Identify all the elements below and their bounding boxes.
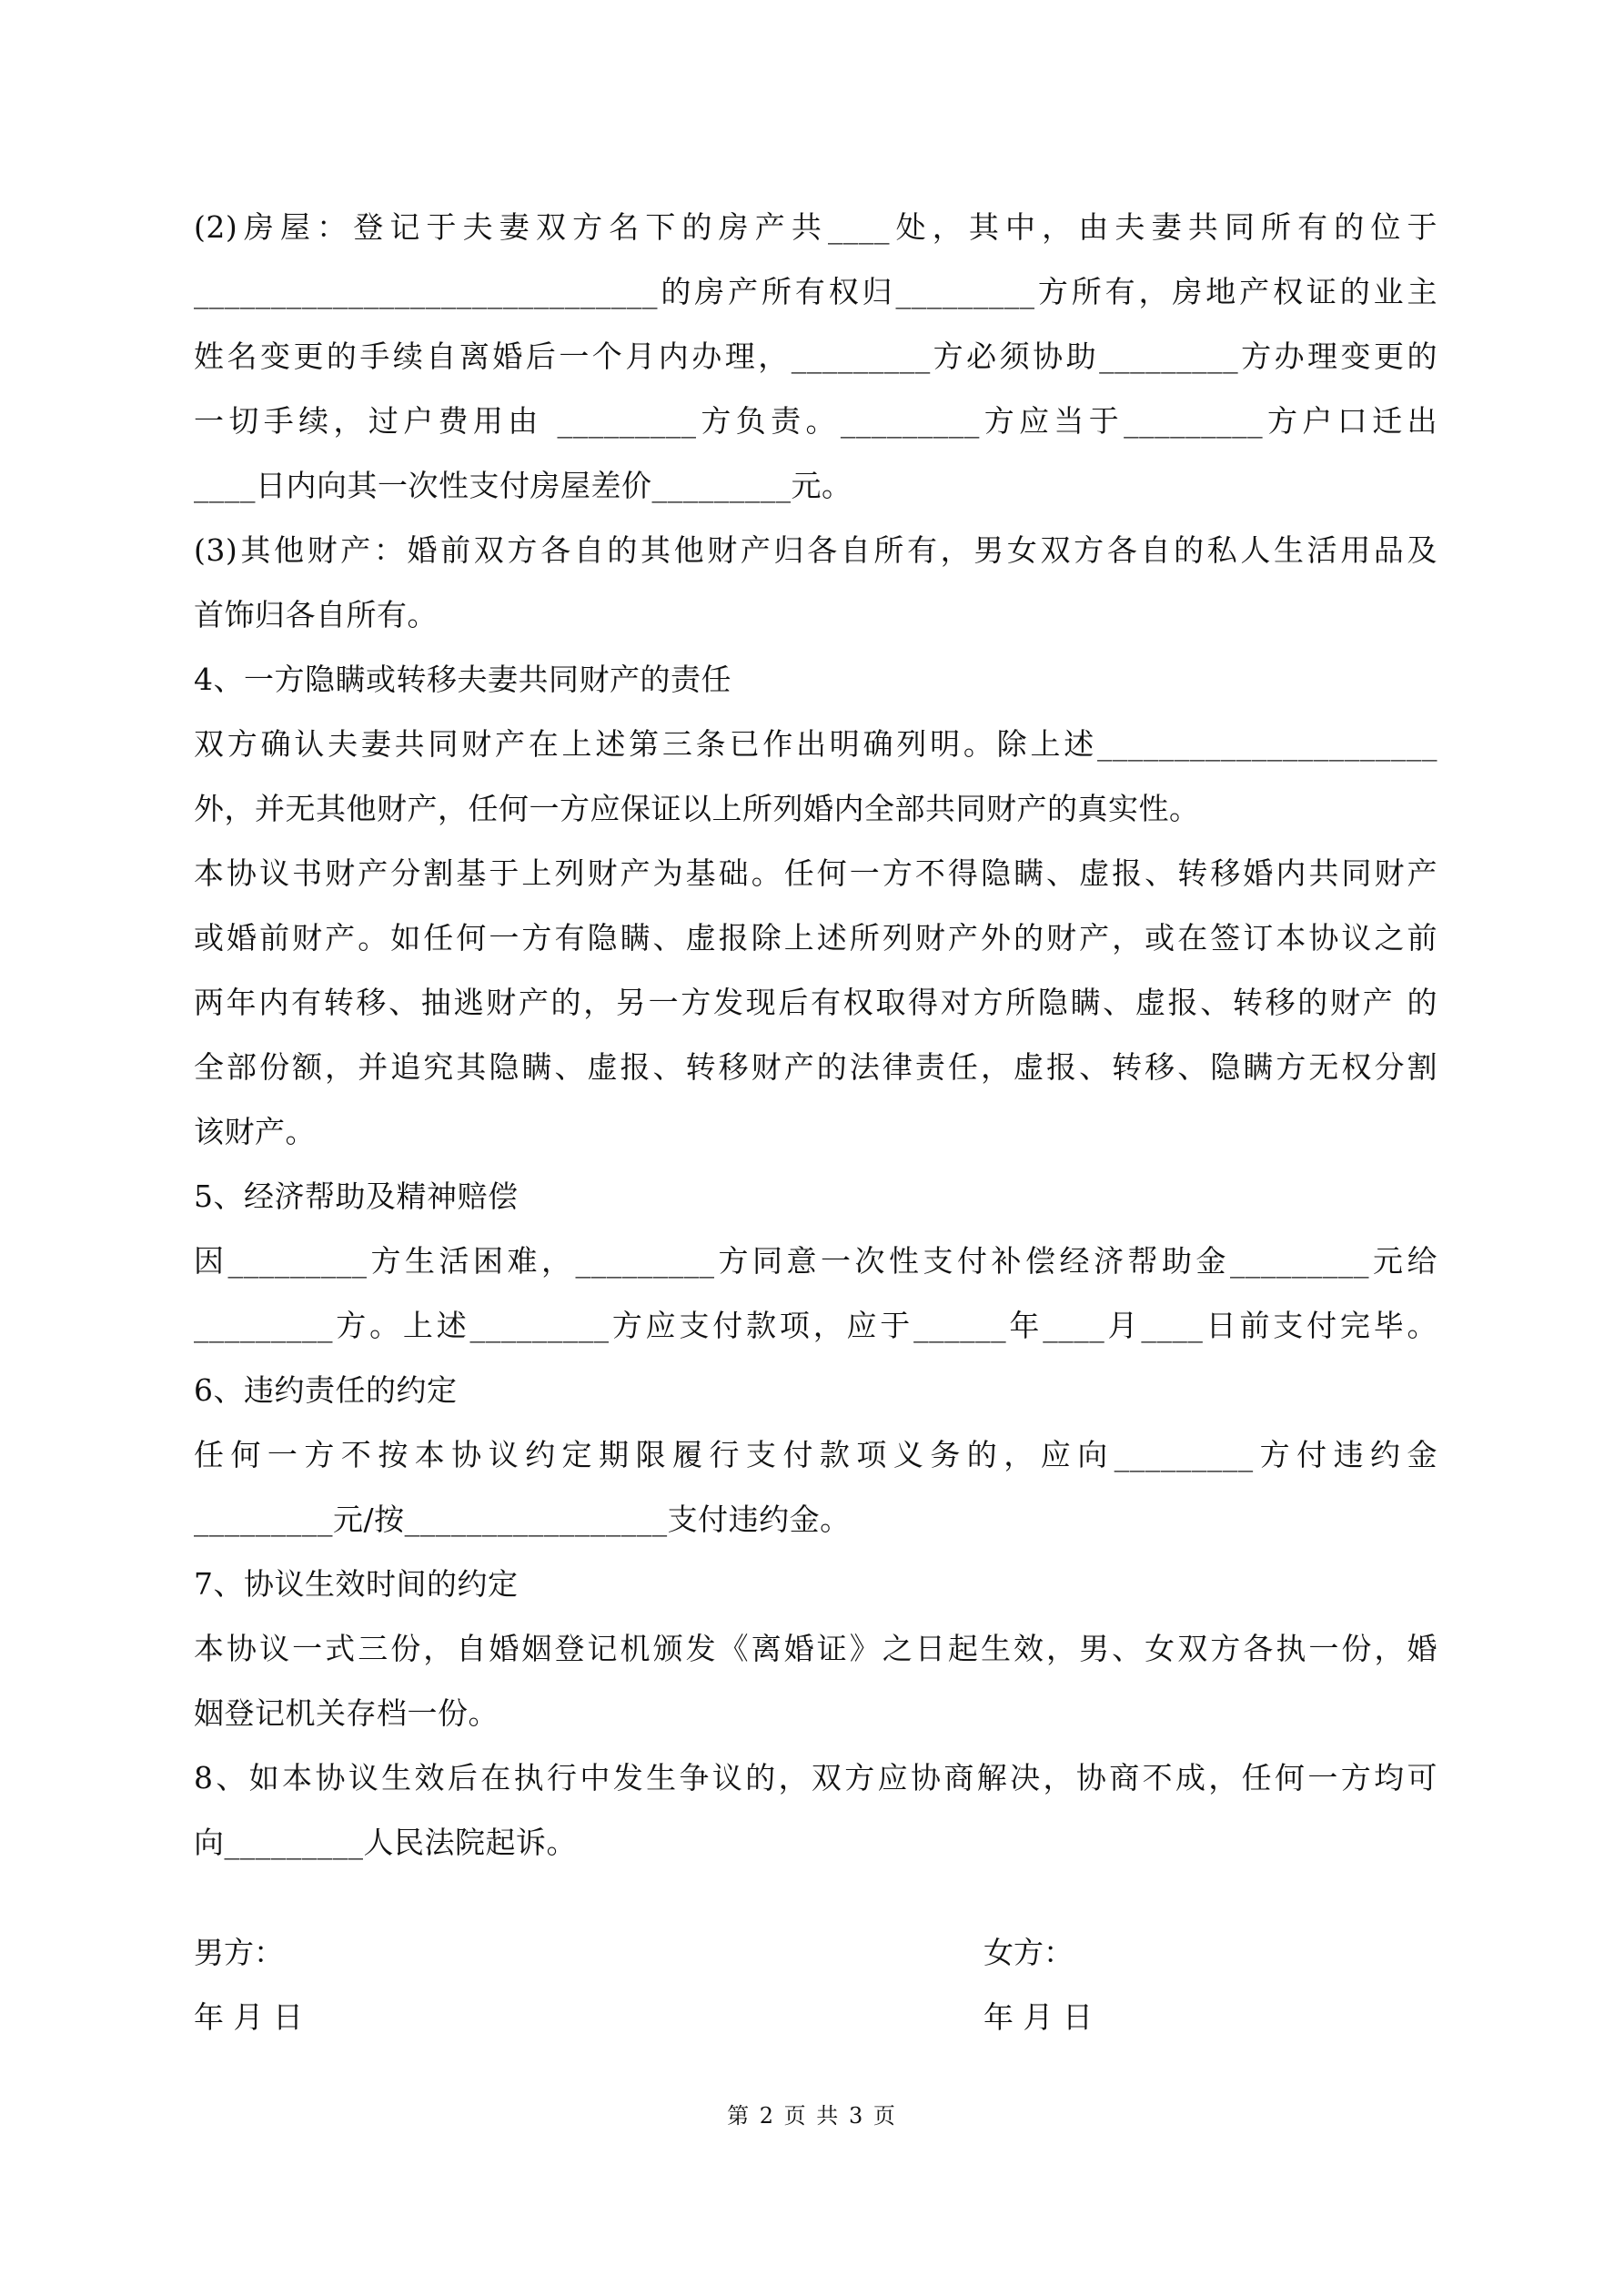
paragraph-dispute-2: 向_________人民法院起诉。	[194, 1825, 577, 1860]
paragraph-house-4: 一切手续，过户费用由 _________方负责。_________方应当于_________方户口迁出	[194, 403, 1437, 439]
section-heading-4: 4、一方隐瞒或转移夫妻共同财产的责任	[194, 662, 731, 697]
paragraph-division-1: 本协议书财产分割基于上列财产为基础。任何一方不得隐瞒、虚报、转移婚内共同财产	[194, 855, 1437, 891]
paragraph-confirm-1: 双方确认夫妻共同财产在上述第三条已作出明确列明。除上述______________________	[194, 726, 1437, 762]
paragraph-house-5: ____日内向其一次性支付房屋差价_________元。	[194, 468, 852, 503]
paragraph-breach-2: _________元/按_________________支付违约金。	[194, 1502, 851, 1537]
paragraph-confirm-2: 外，并无其他财产，任何一方应保证以上所列婚内全部共同财产的真实性。	[194, 791, 1200, 826]
section-heading-6: 6、违约责任的约定	[194, 1372, 458, 1408]
male-date: 年 月 日	[194, 1999, 303, 2035]
male-signature	[194, 1920, 303, 2049]
paragraph-effective-1: 本协议一式三份，自婚姻登记机颁发《离婚证》之日起生效，男、女双方各执一份，婚	[194, 1631, 1437, 1666]
female-date: 年 月 日	[983, 1999, 1093, 2035]
section-heading-5: 5、经济帮助及精神赔偿	[194, 1178, 519, 1214]
paragraph-dispute-1: 8、如本协议生效后在执行中发生争议的，双方应协商解决，协商不成，任何一方均可	[194, 1760, 1437, 1795]
paragraph-house-1: (2)房屋：登记于夫妻双方名下的房产共____处，其中，由夫妻共同所有的位于	[194, 209, 1437, 245]
paragraph-breach-1: 任何一方不按本协议约定期限履行支付款项义务的，应向_________方付违约金	[194, 1437, 1437, 1472]
female-signature	[983, 1920, 1093, 2049]
paragraph-division-2: 或婚前财产。如任何一方有隐瞒、虚报除上述所列财产外的财产，或在签订本协议之前	[194, 920, 1437, 956]
paragraph-house-2: ______________________________的房产所有权归_________方所有，房地产权证的业主	[194, 274, 1437, 309]
section-heading-7: 7、协议生效时间的约定	[194, 1566, 519, 1602]
paragraph-division-5: 该财产。	[194, 1114, 316, 1149]
paragraph-division-3: 两年内有转移、抽逃财产的，另一方发现后有权取得对方所隐瞒、虚报、转移的财产 的	[194, 985, 1437, 1020]
document-body	[194, 195, 1437, 1875]
paragraph-compensation-1: 因_________方生活困难，_________方同意一次性支付补偿经济帮助金_________元给	[194, 1243, 1437, 1279]
paragraph-compensation-2: _________方。上述_________方应支付款项，应于______年____月____日前支付完毕。	[194, 1308, 1437, 1343]
paragraph-house-3: 姓名变更的手续自离婚后一个月内办理，_________方必须协助_________方办理变更的	[194, 339, 1437, 374]
paragraph-other-property-1: (3)其他财产：婚前双方各自的其他财产归各自所有，男女双方各自的私人生活用品及	[194, 532, 1437, 568]
paragraph-other-property-2: 首饰归各自所有。	[194, 597, 438, 632]
signature-block	[194, 1920, 1437, 2057]
male-label: 男方：	[194, 1935, 284, 1970]
paragraph-effective-2: 姻登记机关存档一份。	[194, 1695, 499, 1731]
page-footer: 第 2 页 共 3 页	[727, 2103, 897, 2129]
paragraph-division-4: 全部份额，并追究其隐瞒、虚报、转移财产的法律责任，虚报、转移、隐瞒方无权分割	[194, 1049, 1437, 1085]
female-label: 女方：	[983, 1935, 1074, 1970]
